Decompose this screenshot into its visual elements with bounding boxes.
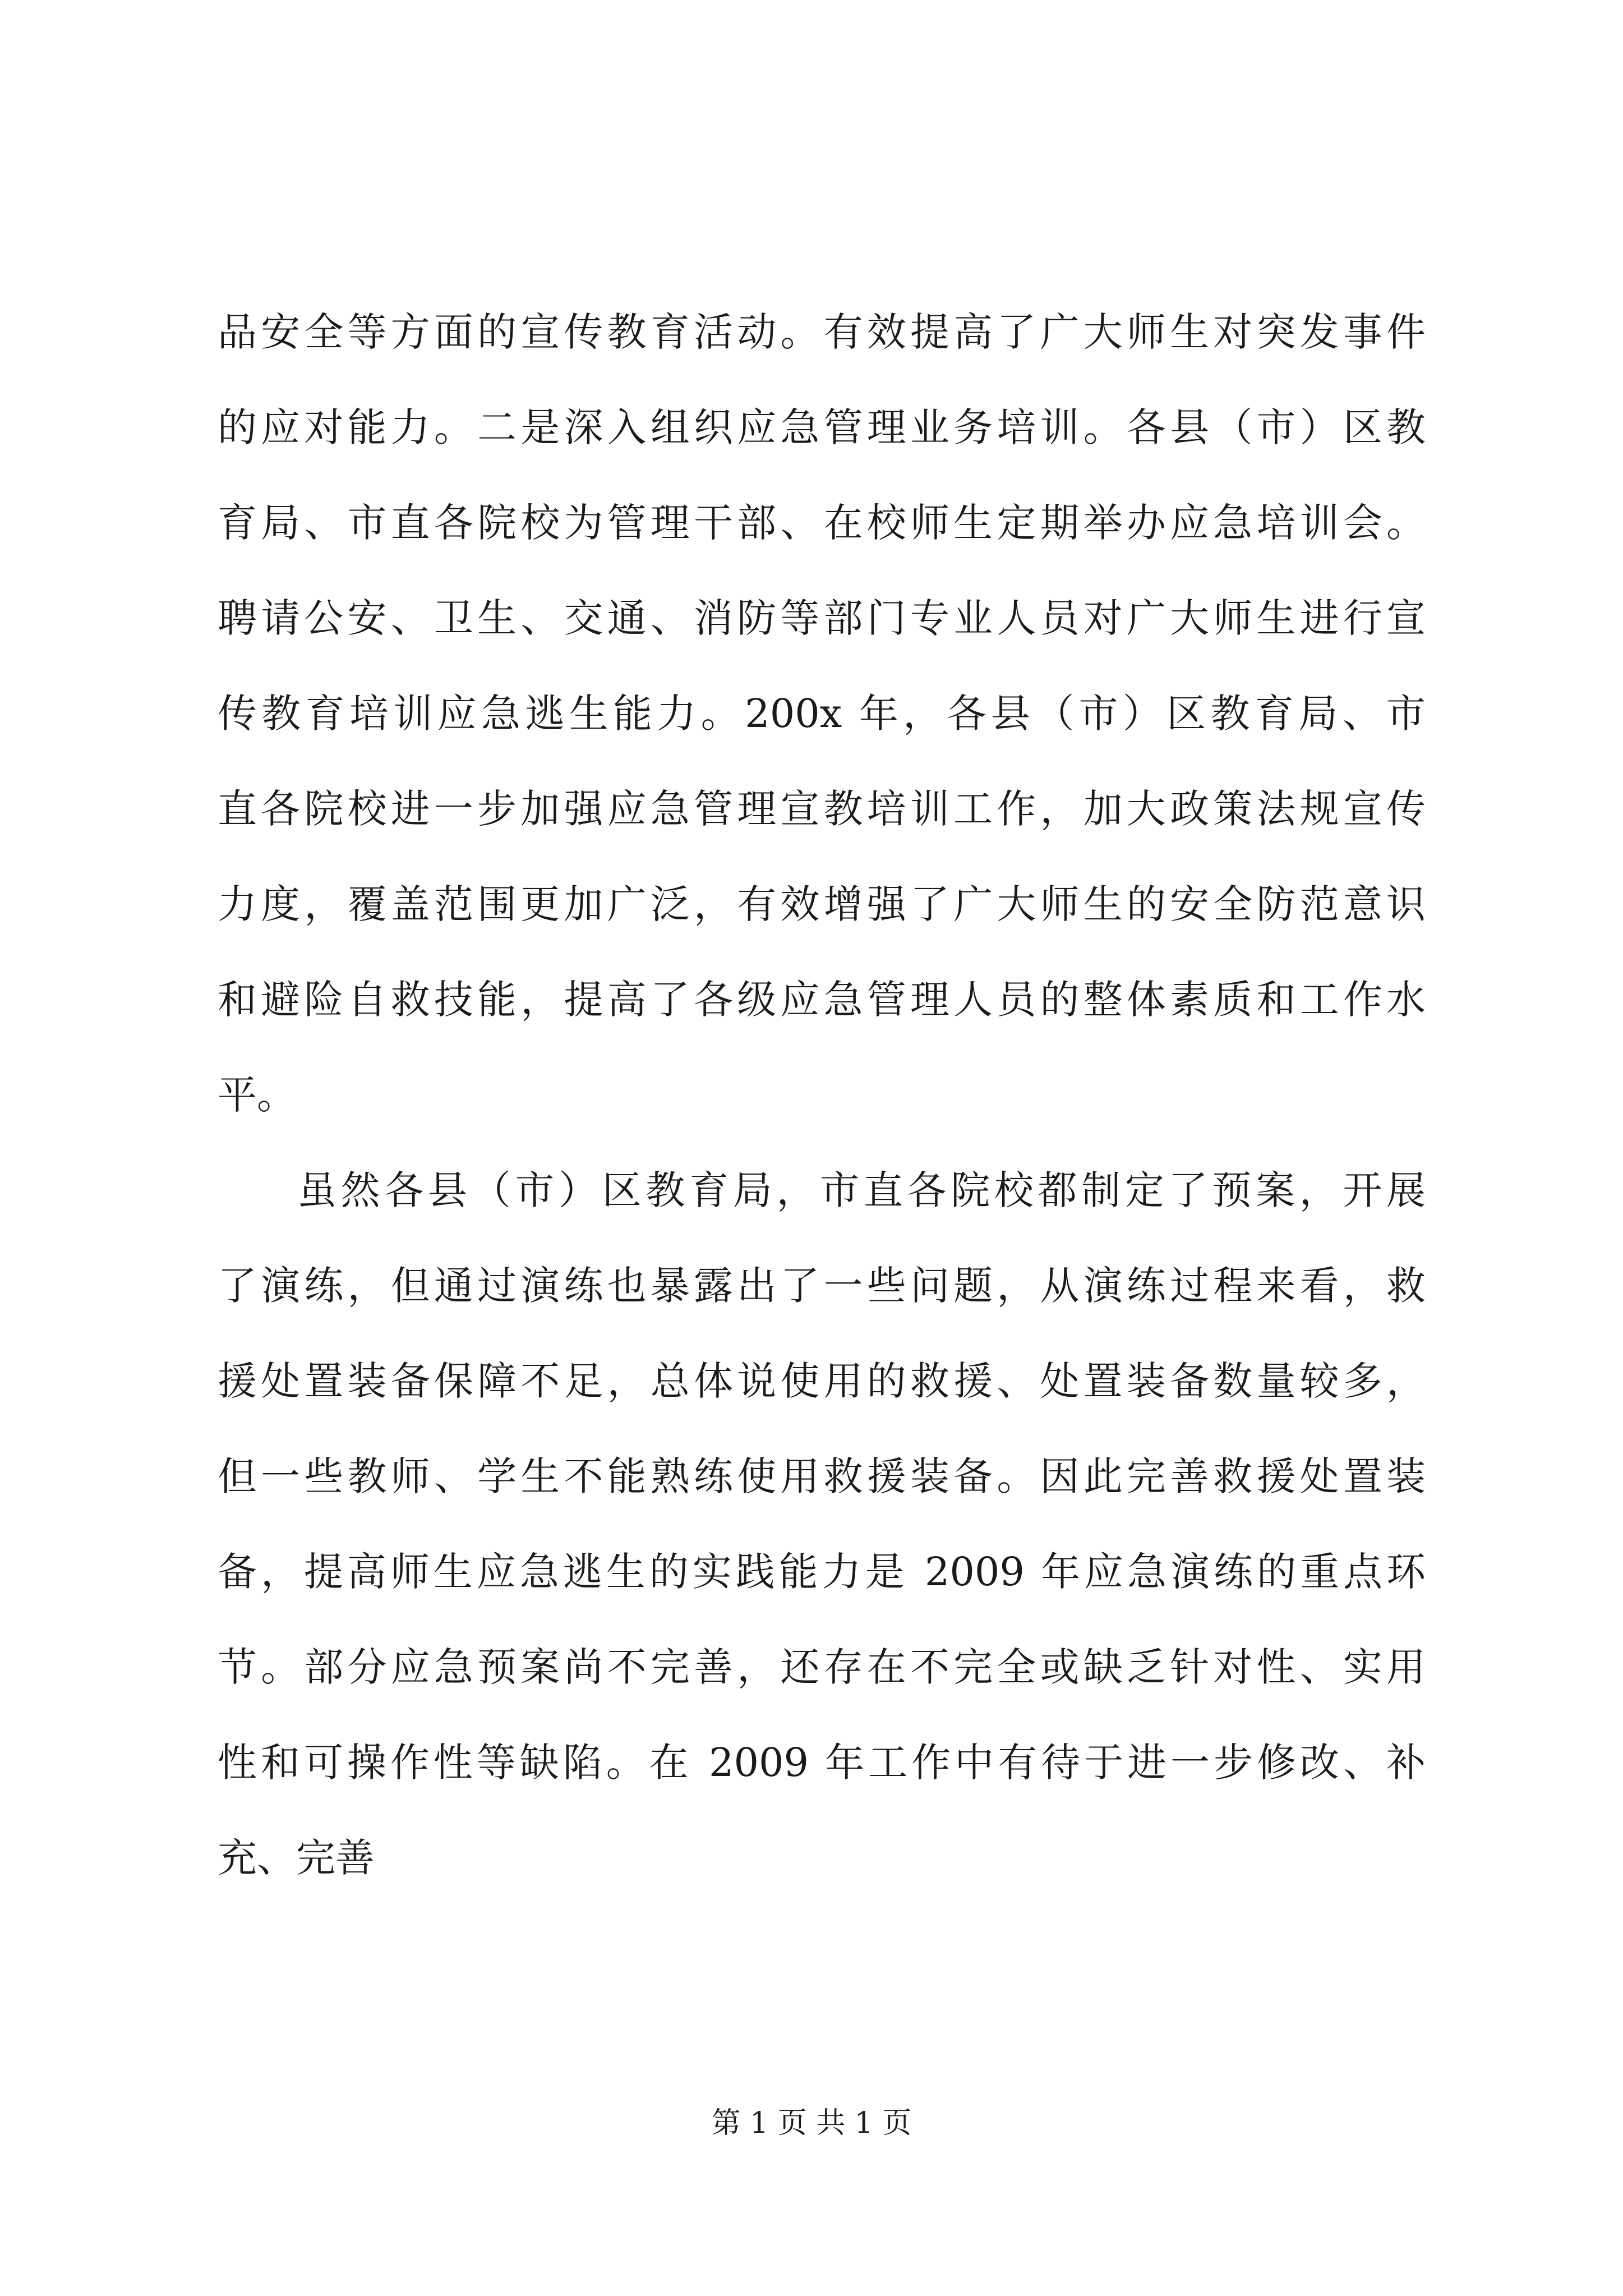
paragraph-2-line-3: 援处置装备保障不足，总体说使用的救援、处置装备数量较多， <box>218 1358 1426 1404</box>
paragraph-2-line-6: 节。部分应急预案尚不完善，还存在不完全或缺乏针对性、实用 <box>218 1644 1426 1690</box>
document-body <box>218 304 1426 1925</box>
paragraph-1-line-7: 力度，覆盖范围更加广泛，有效增强了广大师生的安全防范意识 <box>218 881 1426 927</box>
paragraph-1-line-6: 直各院校进一步加强应急管理宣教培训工作，加大政策法规宣传 <box>218 786 1426 832</box>
page-footer: 第 1 页 共 1 页 <box>711 2106 912 2140</box>
paragraph-2-line-5: 备，提高师生应急逃生的实践能力是 2009 年应急演练的重点环 <box>218 1549 1426 1595</box>
paragraph-1-line-5: 传教育培训应急逃生能力。200x 年，各县（市）区教育局、市 <box>218 691 1426 737</box>
paragraph-2-line-8: 充、完善 <box>218 1835 375 1881</box>
paragraph-2-line-2: 了演练，但通过演练也暴露出了一些问题，从演练过程来看，救 <box>218 1263 1426 1309</box>
paragraph-1-line-2: 的应对能力。二是深入组织应急管理业务培训。各县（市）区教 <box>218 404 1426 450</box>
paragraph-1-line-9: 平。 <box>218 1072 296 1118</box>
paragraph-1-line-8: 和避险自救技能，提高了各级应急管理人员的整体素质和工作水 <box>218 977 1426 1023</box>
paragraph-2-line-1: 虽然各县（市）区教育局，市直各院校都制定了预案，开展 <box>297 1167 1426 1213</box>
paragraph-2-line-7: 性和可操作性等缺陷。在 2009 年工作中有待于进一步修改、补 <box>218 1740 1426 1786</box>
paragraph-2-line-4: 但一些教师、学生不能熟练使用救援装备。因此完善救援处置装 <box>218 1453 1426 1499</box>
paragraph-1-line-3: 育局、市直各院校为管理干部、在校师生定期举办应急培训会。 <box>218 500 1426 546</box>
paragraph-1-line-1: 品安全等方面的宣传教育活动。有效提高了广大师生对突发事件 <box>218 309 1426 355</box>
paragraph-1-line-4: 聘请公安、卫生、交通、消防等部门专业人员对广大师生进行宣 <box>218 595 1426 641</box>
